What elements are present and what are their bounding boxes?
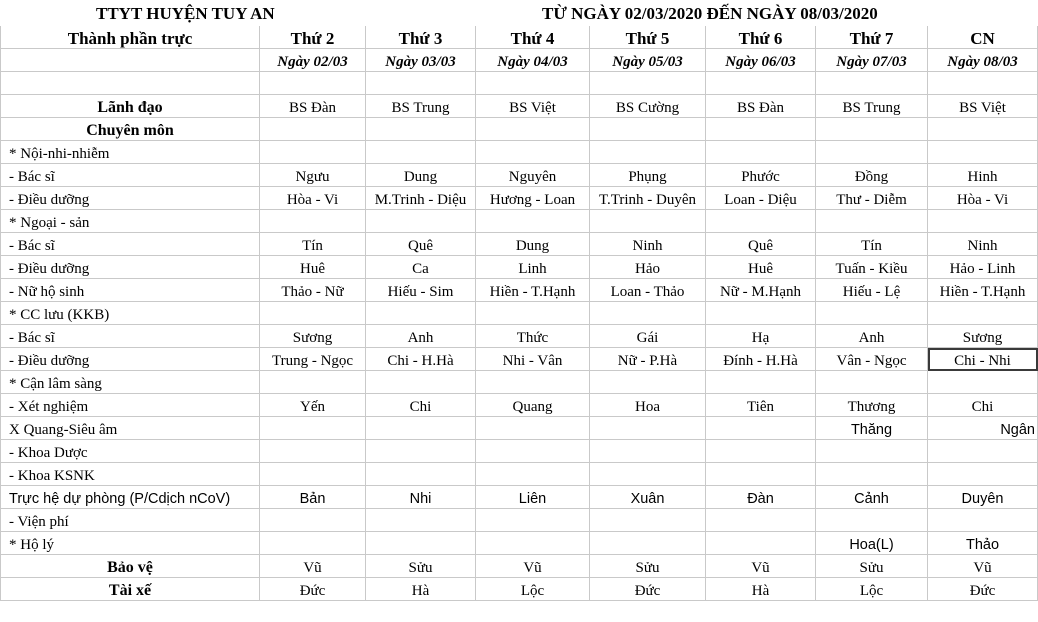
roster-cell[interactable] xyxy=(816,302,928,325)
roster-cell[interactable] xyxy=(928,118,1038,141)
weekday-header[interactable]: Thứ 6 xyxy=(706,26,816,49)
roster-cell[interactable] xyxy=(476,72,590,95)
roster-cell[interactable]: Chi xyxy=(366,394,476,417)
roster-cell[interactable]: Hiếu - Lệ xyxy=(816,279,928,302)
row-label[interactable]: Trực hệ dự phòng (P/Cdịch nCoV) xyxy=(1,486,260,509)
roster-cell[interactable] xyxy=(366,440,476,463)
roster-cell[interactable] xyxy=(590,440,706,463)
roster-cell[interactable]: Huê xyxy=(706,256,816,279)
roster-cell[interactable]: Hà xyxy=(706,578,816,601)
roster-cell[interactable] xyxy=(260,118,366,141)
roster-cell[interactable]: Tiên xyxy=(706,394,816,417)
roster-cell[interactable]: Quê xyxy=(706,233,816,256)
roster-cell[interactable]: Phụng xyxy=(590,164,706,187)
roster-cell[interactable] xyxy=(590,210,706,233)
weekday-header[interactable]: Thứ 2 xyxy=(260,26,366,49)
hospital-title: TTYT HUYỆN TUY AN xyxy=(96,4,275,23)
roster-row xyxy=(1,509,1038,532)
roster-cell[interactable]: Vân - Ngọc xyxy=(816,348,928,371)
roster-cell[interactable]: T.Trinh - Duyên xyxy=(590,187,706,210)
row-label[interactable]: - Nữ hộ sinh xyxy=(1,279,260,302)
roster-cell[interactable]: BS Việt xyxy=(476,95,590,118)
date-header[interactable]: Ngày 03/03 xyxy=(366,49,476,72)
roster-cell[interactable] xyxy=(260,210,366,233)
roster-cell[interactable]: Hòa - Vi xyxy=(260,187,366,210)
roster-cell[interactable]: Đính - H.Hà xyxy=(706,348,816,371)
roster-cell[interactable] xyxy=(476,210,590,233)
roster-cell[interactable] xyxy=(590,463,706,486)
roster-cell[interactable] xyxy=(590,417,706,440)
row-label[interactable]: - Bác sĩ xyxy=(1,325,260,348)
roster-cell[interactable]: Hiếu - Sim xyxy=(366,279,476,302)
row-label[interactable]: - Điều dưỡng xyxy=(1,187,260,210)
roster-cell[interactable]: Sương xyxy=(928,325,1038,348)
row-label[interactable]: - Điều dưỡng xyxy=(1,348,260,371)
roster-cell[interactable] xyxy=(366,118,476,141)
roster-cell[interactable]: Lộc xyxy=(476,578,590,601)
roster-cell[interactable] xyxy=(816,118,928,141)
roster-cell[interactable]: Hà xyxy=(366,578,476,601)
roster-cell[interactable]: Sửu xyxy=(816,555,928,578)
roster-cell[interactable]: Vũ xyxy=(928,555,1038,578)
roster-cell[interactable] xyxy=(366,532,476,555)
roster-cell[interactable] xyxy=(928,302,1038,325)
weekday-header[interactable]: Thứ 3 xyxy=(366,26,476,49)
roster-cell[interactable]: Thăng xyxy=(816,417,928,440)
roster-cell[interactable]: Đồng xyxy=(816,164,928,187)
roster-cell[interactable]: Thảo - Nữ xyxy=(260,279,366,302)
empty-cell[interactable] xyxy=(1,49,260,72)
roster-cell[interactable]: Thư - Diễm xyxy=(816,187,928,210)
roster-cell[interactable]: BS Đàn xyxy=(706,95,816,118)
roster-cell[interactable] xyxy=(476,417,590,440)
roster-cell[interactable] xyxy=(590,371,706,394)
roster-cell[interactable]: Quê xyxy=(366,233,476,256)
roster-cell[interactable]: Liên xyxy=(476,486,590,509)
roster-cell[interactable]: Vũ xyxy=(706,555,816,578)
roster-cell[interactable] xyxy=(816,440,928,463)
roster-cell[interactable]: Hạ xyxy=(706,325,816,348)
roster-cell[interactable] xyxy=(476,371,590,394)
roster-cell[interactable]: BS Đàn xyxy=(260,95,366,118)
row-label[interactable]: Chuyên môn xyxy=(1,118,260,141)
roster-cell[interactable]: Ninh xyxy=(928,233,1038,256)
roster-cell[interactable]: Đàn xyxy=(706,486,816,509)
roster-row xyxy=(1,210,1038,233)
roster-cell[interactable] xyxy=(260,72,366,95)
roster-cell[interactable]: Lộc xyxy=(816,578,928,601)
roster-row xyxy=(1,394,1038,417)
roster-cell[interactable] xyxy=(260,509,366,532)
roster-cell[interactable] xyxy=(260,463,366,486)
roster-cell[interactable] xyxy=(476,141,590,164)
roster-cell[interactable]: Hòa - Vi xyxy=(928,187,1038,210)
roster-cell[interactable]: BS Trung xyxy=(366,95,476,118)
row-label[interactable]: - Khoa KSNK xyxy=(1,463,260,486)
roster-cell[interactable]: BS Việt xyxy=(928,95,1038,118)
roster-cell[interactable]: Loan - Thảo xyxy=(590,279,706,302)
roster-cell[interactable]: Đức xyxy=(590,578,706,601)
roster-cell[interactable]: Nhi xyxy=(366,486,476,509)
roster-row xyxy=(1,141,1038,164)
roster-cell[interactable]: Tín xyxy=(816,233,928,256)
weekday-header[interactable]: CN xyxy=(928,26,1038,49)
roster-cell[interactable] xyxy=(476,440,590,463)
roster-cell[interactable]: Phước xyxy=(706,164,816,187)
row-label[interactable]: * Ngoại - sản xyxy=(1,210,260,233)
roster-cell[interactable] xyxy=(260,371,366,394)
date-header[interactable]: Ngày 06/03 xyxy=(706,49,816,72)
roster-cell[interactable] xyxy=(706,118,816,141)
roster-cell[interactable]: Loan - Diệu xyxy=(706,187,816,210)
row-label[interactable]: * Nội-nhi-nhiễm xyxy=(1,141,260,164)
roster-cell[interactable]: Tuấn - Kiều xyxy=(816,256,928,279)
roster-row xyxy=(1,463,1038,486)
roster-cell[interactable] xyxy=(816,72,928,95)
roster-cell[interactable]: Nữ - P.Hà xyxy=(590,348,706,371)
roster-cell[interactable]: Huê xyxy=(260,256,366,279)
roster-row xyxy=(1,95,1038,118)
weekday-header[interactable]: Thứ 4 xyxy=(476,26,590,49)
roster-cell[interactable] xyxy=(366,141,476,164)
roster-cell[interactable] xyxy=(816,141,928,164)
roster-cell[interactable]: Thức xyxy=(476,325,590,348)
roster-cell[interactable] xyxy=(260,302,366,325)
roster-cell[interactable] xyxy=(706,417,816,440)
row-label[interactable]: Tài xế xyxy=(1,578,260,601)
roster-cell[interactable]: Vũ xyxy=(476,555,590,578)
roster-row xyxy=(1,164,1038,187)
date-header[interactable]: Ngày 08/03 xyxy=(928,49,1038,72)
row-label[interactable]: X Quang-Siêu âm xyxy=(1,417,260,440)
roster-cell[interactable]: Tín xyxy=(260,233,366,256)
roster-cell[interactable]: Nữ - M.Hạnh xyxy=(706,279,816,302)
roster-cell[interactable] xyxy=(260,141,366,164)
roster-cell[interactable]: Dung xyxy=(366,164,476,187)
roster-cell[interactable] xyxy=(590,72,706,95)
roster-cell[interactable] xyxy=(816,509,928,532)
roster-row xyxy=(1,233,1038,256)
roster-cell[interactable]: Sửu xyxy=(590,555,706,578)
roster-cell[interactable]: Sửu xyxy=(366,555,476,578)
roster-row xyxy=(1,118,1038,141)
roster-cell[interactable]: Sương xyxy=(260,325,366,348)
weekday-header[interactable]: Thứ 7 xyxy=(816,26,928,49)
row-label[interactable]: - Xét nghiệm xyxy=(1,394,260,417)
row-label[interactable]: Lãnh đạo xyxy=(1,95,260,118)
roster-row xyxy=(1,486,1038,509)
roster-cell[interactable]: Cảnh xyxy=(816,486,928,509)
row-label[interactable]: * Hộ lý xyxy=(1,532,260,555)
roster-cell[interactable] xyxy=(706,371,816,394)
roster-cell[interactable]: Thảo xyxy=(928,532,1038,555)
roster-cell[interactable]: Anh xyxy=(366,325,476,348)
roster-cell[interactable] xyxy=(366,210,476,233)
date-range-title: TỪ NGÀY 02/03/2020 ĐẾN NGÀY 08/03/2020 xyxy=(542,4,878,23)
roster-cell[interactable]: Hảo xyxy=(590,256,706,279)
roster-cell[interactable] xyxy=(260,417,366,440)
roster-cell[interactable]: Vũ xyxy=(260,555,366,578)
roster-row xyxy=(1,302,1038,325)
roster-cell[interactable] xyxy=(366,302,476,325)
roster-cell[interactable]: Hương - Loan xyxy=(476,187,590,210)
roster-row xyxy=(1,440,1038,463)
roster-cell[interactable]: Hiền - T.Hạnh xyxy=(928,279,1038,302)
roster-row xyxy=(1,72,1038,95)
roster-cell[interactable]: Xuân xyxy=(590,486,706,509)
roster-cell[interactable] xyxy=(260,440,366,463)
roster-cell[interactable] xyxy=(590,532,706,555)
date-header[interactable]: Ngày 04/03 xyxy=(476,49,590,72)
roster-cell[interactable]: Ngưu xyxy=(260,164,366,187)
roster-cell[interactable] xyxy=(366,417,476,440)
roster-row xyxy=(1,187,1038,210)
date-header-row xyxy=(1,49,1038,72)
row-label[interactable] xyxy=(1,72,260,95)
roster-cell[interactable] xyxy=(928,141,1038,164)
roster-cell[interactable] xyxy=(816,210,928,233)
roster-cell[interactable]: Duyên xyxy=(928,486,1038,509)
roster-cell[interactable]: Chi xyxy=(928,394,1038,417)
roster-cell[interactable] xyxy=(706,210,816,233)
roster-cell[interactable] xyxy=(366,509,476,532)
row-label[interactable]: Bảo vệ xyxy=(1,555,260,578)
weekday-header-row xyxy=(1,26,1038,49)
roster-cell[interactable]: Hoa xyxy=(590,394,706,417)
roster-cell[interactable]: Hiền - T.Hạnh xyxy=(476,279,590,302)
roster-row xyxy=(1,371,1038,394)
roster-cell[interactable]: M.Trinh - Diệu xyxy=(366,187,476,210)
roster-row xyxy=(1,279,1038,302)
roster-cell[interactable] xyxy=(928,463,1038,486)
roster-cell[interactable]: Linh xyxy=(476,256,590,279)
roster-cell[interactable] xyxy=(928,210,1038,233)
roster-cell[interactable] xyxy=(706,302,816,325)
row-label[interactable]: - Khoa Dược xyxy=(1,440,260,463)
roster-cell[interactable] xyxy=(706,463,816,486)
roster-cell[interactable]: Ninh xyxy=(590,233,706,256)
row-label[interactable]: - Bác sĩ xyxy=(1,164,260,187)
roster-cell[interactable]: Thương xyxy=(816,394,928,417)
roster-row xyxy=(1,555,1038,578)
roster-cell[interactable]: Nguyên xyxy=(476,164,590,187)
roster-row xyxy=(1,417,1038,440)
row-label[interactable]: - Điều dưỡng xyxy=(1,256,260,279)
roster-cell[interactable] xyxy=(706,72,816,95)
row-label[interactable]: - Bác sĩ xyxy=(1,233,260,256)
roster-cell[interactable] xyxy=(476,463,590,486)
roster-cell[interactable] xyxy=(928,72,1038,95)
roster-cell[interactable]: Hinh xyxy=(928,164,1038,187)
roster-cell[interactable] xyxy=(476,509,590,532)
roster-cell[interactable]: Hoa(L) xyxy=(816,532,928,555)
roster-row xyxy=(1,348,1038,371)
roster-cell[interactable]: Trung - Ngọc xyxy=(260,348,366,371)
roster-cell[interactable] xyxy=(260,532,366,555)
roster-cell[interactable] xyxy=(590,509,706,532)
roster-cell[interactable]: Chi - H.Hà xyxy=(366,348,476,371)
roster-cell[interactable] xyxy=(590,118,706,141)
roster-cell[interactable]: Gái xyxy=(590,325,706,348)
roster-cell[interactable] xyxy=(366,463,476,486)
roster-cell[interactable]: Anh xyxy=(816,325,928,348)
roster-cell[interactable]: Hảo - Linh xyxy=(928,256,1038,279)
weekday-header[interactable]: Thứ 5 xyxy=(590,26,706,49)
roster-cell[interactable]: Ca xyxy=(366,256,476,279)
roster-cell[interactable]: Nhi - Vân xyxy=(476,348,590,371)
date-header[interactable]: Ngày 02/03 xyxy=(260,49,366,72)
roster-cell[interactable] xyxy=(590,302,706,325)
date-header[interactable]: Ngày 07/03 xyxy=(816,49,928,72)
roster-cell[interactable]: Bản xyxy=(260,486,366,509)
roster-cell[interactable]: Yến xyxy=(260,394,366,417)
roster-cell[interactable] xyxy=(816,463,928,486)
roster-cell[interactable] xyxy=(706,532,816,555)
roster-cell[interactable] xyxy=(590,141,706,164)
duty-roster-table xyxy=(0,26,1038,601)
roster-cell[interactable]: Chi - Nhi xyxy=(928,348,1038,371)
roster-cell[interactable] xyxy=(476,118,590,141)
roster-cell[interactable]: BS Trung xyxy=(816,95,928,118)
roster-cell[interactable]: Đức xyxy=(928,578,1038,601)
date-header[interactable]: Ngày 05/03 xyxy=(590,49,706,72)
roster-row xyxy=(1,578,1038,601)
roster-cell[interactable] xyxy=(476,302,590,325)
column-header-label[interactable]: Thành phần trực xyxy=(1,26,260,49)
roster-cell[interactable] xyxy=(706,440,816,463)
roster-cell[interactable] xyxy=(366,72,476,95)
roster-cell[interactable] xyxy=(706,509,816,532)
roster-cell[interactable] xyxy=(706,141,816,164)
roster-cell[interactable]: Ngân xyxy=(928,417,1038,440)
roster-cell[interactable] xyxy=(816,371,928,394)
roster-cell[interactable]: BS Cường xyxy=(590,95,706,118)
row-label[interactable]: * CC lưu (KKB) xyxy=(1,302,260,325)
roster-cell[interactable]: Đức xyxy=(260,578,366,601)
row-label[interactable]: - Viện phí xyxy=(1,509,260,532)
roster-cell[interactable] xyxy=(366,371,476,394)
roster-row xyxy=(1,256,1038,279)
roster-cell[interactable]: Quang xyxy=(476,394,590,417)
row-label[interactable]: * Cận lâm sàng xyxy=(1,371,260,394)
roster-row xyxy=(1,532,1038,555)
roster-cell[interactable]: Dung xyxy=(476,233,590,256)
roster-cell[interactable] xyxy=(928,440,1038,463)
roster-row xyxy=(1,325,1038,348)
roster-cell[interactable] xyxy=(476,532,590,555)
roster-cell[interactable] xyxy=(928,371,1038,394)
roster-cell[interactable] xyxy=(928,509,1038,532)
